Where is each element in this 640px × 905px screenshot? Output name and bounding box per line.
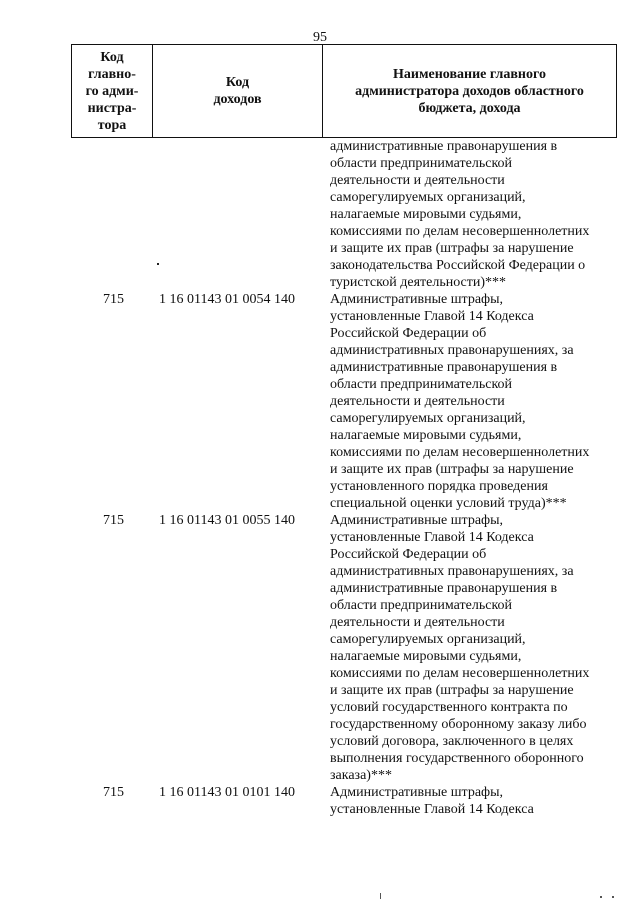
table-header: [71, 44, 617, 138]
table-body: [0, 138, 640, 818]
admin-code: 715: [103, 292, 124, 307]
header-administrator-name: Наименование главного администратора доходов областного бюджета, дохода: [355, 66, 584, 116]
table-row: [0, 291, 640, 512]
income-name: Административные штрафы, установленные Главой 14 Кодекса Российской Федерации об административных правонарушениях, за административные правонарушения в области предпринимательской деятельности и деятельности саморегулируемых организаций, налагаемые мировыми судьями, комиссиями по делам несовершеннолетних и защите их прав (штрафы за нарушение установленного порядка проведения специальной оценки условий труда)***: [330, 292, 590, 511]
income-name: административные правонарушения в области предпринимательской деятельности и деятельности саморегулируемых организаций, налагаемые мировыми судьями, комиссиями по делам несовершеннолетних и защите их прав (штрафы за нарушение законодательства Российской Федерации о туристской деятельности)***: [330, 139, 590, 290]
admin-code: 715: [103, 785, 124, 800]
income-code: 1 16 01143 01 0054 140: [159, 292, 295, 307]
admin-code: [0, 138, 155, 291]
header-admin-code: Код главно- го адми- нистра- тора: [72, 45, 153, 137]
scan-speck: [612, 896, 614, 898]
income-code: 1 16 01143 01 0101 140: [159, 785, 295, 800]
table-row: [0, 138, 640, 291]
scan-speck: [157, 263, 159, 265]
header-income-code: Код доходов: [153, 45, 323, 137]
income-name: Административные штрафы, установленные Главой 14 Кодекса: [330, 785, 534, 817]
scan-speck: [380, 893, 381, 899]
page-number: 95: [313, 30, 327, 45]
admin-code: 715: [103, 513, 124, 528]
scan-speck: [600, 896, 602, 898]
income-code: 1 16 01143 01 0055 140: [159, 513, 295, 528]
table-row: [0, 512, 640, 784]
table-row: [0, 784, 640, 818]
income-name: Административные штрафы, установленные Главой 14 Кодекса Российской Федерации об административных правонарушениях, за административные правонарушения в области предпринимательской деятельности и деятельности саморегулируемых организаций, налагаемые мировыми судьями, комиссиями по делам несовершеннолетних и защите их прав (штрафы за нарушение условий государственного контракта по государственному оборонному заказу либо условий договора, заключенного в целях выполнения государственного оборонного заказа)***: [330, 513, 590, 783]
income-code: [155, 138, 330, 291]
